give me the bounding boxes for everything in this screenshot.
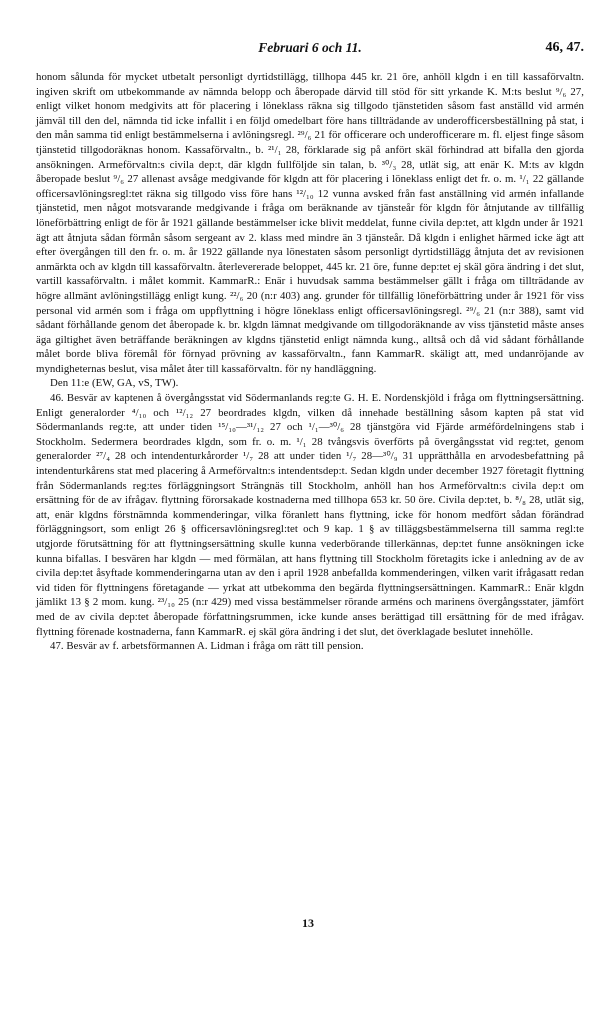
page-number: 13 [302, 916, 314, 930]
document-body [36, 70, 584, 654]
session-heading: Den 11:e (EW, GA, vS, TW). [50, 377, 179, 390]
section-range: 46, 47. [545, 40, 584, 55]
case-46-paragraph: 46. Besvär av kaptenen å övergångsstat vid Södermanlands reg:te G. H. E. Nordenskjöld i fråga om flyttningsersättning. Enligt generalorder ⁴/₁₀ och ¹²/₁₂ 27 beordrades klgdn, vilken då innehade beställning såsom kapten på stat vid Södermanlands reg:te, att under tiden ¹⁵/₁₀—³¹/₁₂ 27 och ¹/₁—³⁰/₆ 28 tjänstgöra vid Fjärde arméfördelningens stab i Stockholm. Sedermera beordrades klgdn, som fr. o. m. ¹/₁ 28 tvångsvis överförts på övergångsstat vid reg:tet, genom generalorder ²⁷/₄ 28 och intendenturkårorder ¹/₇ 28 att under tiden ¹/₇ 28—³⁰/₉ 31 upprätthålla en arvodesbefattning på intendenturkårens stat med placering å Armeförvaltn:s intendentsdep:t. Sedan klgdn under december 1927 företagit flyttning från Södermanlands reg:tes förläggningsort Strängnäs till Stockholm, anhöll han hos Armeförvaltn:s civila dep:t om ersättning för de av ifrågav. flyttning förorsakade kostnaderna med tillhopa 653 kr. 50 öre. Civila dep:tet, b. ⁸/₈ 28, utlät sig, att, enär klgdns förstnämnda kommenderingar, vilka föranlett hans flyttning, icke för honom medfört sådan förändrad förläggningsort, som enligt 26 § officersavlöningsregl:tet och 9 kap. 1 § av tilläggsbestämmelserna till samma regl:te utgjorde förutsättning för att flyttningsersättning skulle kunna vederbörande tillerkännas, dep:tet funne ansökningen icke kunna bifallas. I besvären har klgdn — med förmälan, att hans flyttning till Stockholm företagits icke i anledning av de av civila dep:tet åsyftade kommenderingarna utan av den i april 1928 anbefallda kommenderingen, vilken varit ifrågasatt redan vid tiden för flyttningens företagande — yrkat att utbekomma den begärda flyttningsersättningen. KammarR.: Enär klgdn jämlikt 13 § 2 mom. kung. ²³/₁₀ 25 (n:r 429) med vissa bestämmelser rörande arméns och marinens övergångsstater, jämfört med de av civila dep:tet åberopade författningsrummen, icke kunde anses berättigad till ersättning för de med ifrågav. flyttning förenade kostnaderna, fann KammarR. ej skäl göra ändring i det slut, det överklagade beslutet innehölle. [36, 392, 584, 638]
paragraph-continued: honom sålunda för mycket utbetalt personligt dyrtidstillägg, tillhopa 445 kr. 21 öre, anhöll klgdn i en till kassaförvaltn. ingiven skrift om utbekommande av nämnda belopp och åberopade därvid till stöd för sitt yrkande K. M:ts beslut ⁹/₆ 27, enligt vilket honom medgivits att för placering i löneklass räkna sig tillgodo tjänstetiden såsom fast anställd vid armén jämväl till den del, nämnda tid icke infallit i en följd omedelbart före hans tillträdande av underofficersbeställning på stat, i den mån samma tid enligt bestämmelserna i avlöningsregl. ²⁹/₆ 21 för officerare och underofficerare m. fl. eljest finge såsom tjänstetid tillgodoräknas honom. Kassaförvaltn., b. ²¹/₁ 28, förklarade sig på anfört skäl förhindrad att bifalla den gjorda ansökningen. Armeförvaltn:s civila dep:t, där klgdn fullföljde sin talan, b. ³⁰/₃ 28, utlät sig, att enär K. M:ts av klgdn åberopade beslut ⁹/₆ 27 allenast avsåge medgivande för klgdn att för placering i löneklass enligt det fr. o. m. ¹/₁ 22 gällande officersavlöningsregl:tet räkna sig tillgodo viss före hans ¹²/₁₀ 12 vunna avsked från fast anställning vid armén infallande tjänstetid, men något motsvarande medgivande i fråga om beräknande av tjänsteår för klgdn för åtnjutande av tillfällig löneförbättring enligt de för år 1921 gällande bestämmelser icke blivit meddelat, funne civila dep:tet, att klgdn under år 1921 ägt att åtnjuta sådan förmån såsom sergeant av 2. klass med mindre än 3 tjänsteår. Då klgdn i enlighet härmed icke ägt att efter övergången till den fr. o. m. år 1922 gällande nya lönestaten såsom personligt dyrtidstillägg åtnjuta det av revisionen anmärkta och av klgdn till kassaförvaltn. återlevererade beloppet, 445 kr. 21 öre, funne dep:tet ej skäl göra ändring i det slut, vartill kassaförvaltn. i målet kommit. KammarR.: Enär i huvudsak samma bestämmelser gällt i fråga om tillträdande av högre allmänt avlöningstillägg enligt kung. ²²/₆ 20 (n:r 403) ang. grunder för tillfällig löneförbättring under år 1921 för viss personal vid armén som i fråga om uppflyttning i högre löneklass enligt officersavlöningsregl. ²⁹/₆ 21 (n:r 388), samt vid sådant förhållande genom det åberopade k. br. klgdn lämnat medgivande om tillgodoräknande av viss tjänstetid måste anses äga giltighet även beträffande beräkningen av klgdns tjänstetid enligt nämnda kung., alltså och då vid sådant förhållande målet borde bliva föremål för förnyad prövning av kassaförvaltn., fann KammarR. skäligt att, med undanröjande av myndigheternas beslut, visa målet åter till kassaförvaltn. för ny handläggning. [36, 71, 584, 375]
case-47-paragraph: 47. Besvär av f. arbetsförmannen A. Lidman i fråga om rätt till pension. [50, 640, 364, 653]
running-title: Februari 6 och 11. [258, 40, 362, 55]
page-header [36, 40, 584, 64]
page [36, 40, 584, 654]
